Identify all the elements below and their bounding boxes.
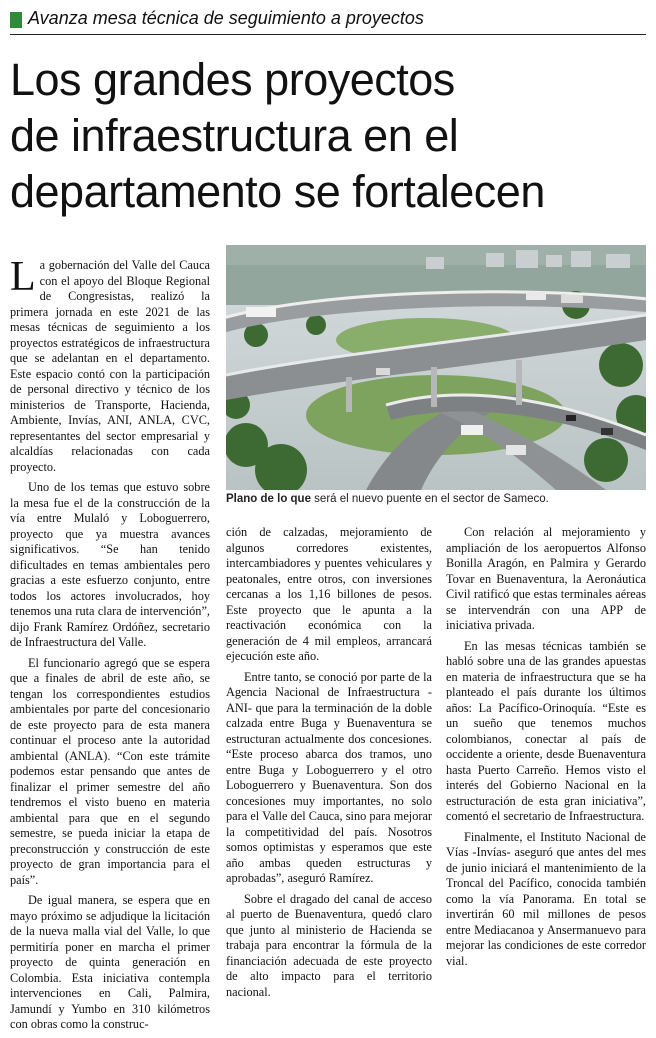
article-column-2 xyxy=(226,525,432,1005)
headline-line-3: departamento se fortalecen xyxy=(10,166,545,217)
section-kicker xyxy=(10,8,646,35)
caption-bold: Plano de lo que xyxy=(226,493,311,505)
article-paragraph: Uno de los temas que estuvo sobre la mesa fue el de la construcción de la vía entre Mulaló y Loboguerrero, proyecto que ya muestra avances significativos. “Se han tenido dificultades en temas ambientales pero gracias a este esfuerzo conjunto, entre todos los actores involucrados, hoy tenemos una ruta clara de intervención”, dijo Frank Ramírez Ordóñez, secretario de Infraestructura del Valle. xyxy=(10,480,210,649)
article-column-1 xyxy=(10,254,210,1038)
article-paragraph: Con relación al mejoramiento y ampliación de los aeropuertos Alfonso Bonilla Aragón, en Palmira y Gerardo Tovar en Buenaventura, la Aeronáutica Civil ratificó que estas terminales aéreas se intervendrán con una APP de iniciativa privada. xyxy=(446,525,646,632)
headline-line-2: de infraestructura en el xyxy=(10,110,459,161)
article-column-3 xyxy=(446,525,646,974)
article-paragraph: Entre tanto, se conoció por parte de la Agencia Nacional de Infraestructura -ANI- que para la terminación de la doble calzada entre Buga y Buenaventura se estructuran actualmente dos concesiones. “Este proceso abarca dos tramos, uno entre Buga y Loboguerrero y el otro Loboguerrero y Buenaventura. Son dos concesiones muy importantes, no solo para el Valle del Cauca, sino para mejorar la competitividad del país. Nosotros somos optimistas y esperamos que este año ambas queden estructuras y aprobadas”, aseguró Ramírez. xyxy=(226,669,432,885)
article-paragraph: Finalmente, el Instituto Nacional de Vías -Invías- aseguró que antes del mes de junio iniciará el mantenimiento de la Troncal del Pacífico, conocida también como la vía Panorama. En total se invertirán 60 mil millones de pesos entre Mediacanoa y Ansermanuevo para mejorar las condiciones de este corredor vial. xyxy=(446,829,646,968)
article-lead-paragraph: La gobernación del Valle del Cauca con el apoyo del Bloque Regional de Congresistas, realizó la primera jornada en este 2021 de las mesas técnicas de seguimiento a los proyectos estratégicos de infraestructura que se adelantan en el departamento. Este espacio contó con la participación de personal directivo y técnico de los ministerios de Transporte, Hacienda, Ambiente, Invías, ANI, ANLA, CVC, representantes del sector empresarial y alcaldías relacionadas con cada proyecto. xyxy=(10,254,210,474)
kicker-label: Avanza mesa técnica de seguimiento a proyectos xyxy=(28,8,424,28)
article-paragraph: ción de calzadas, mejoramiento de algunos corredores existentes, intercambiadores y puentes vehiculares y peatonales, entre otros, con inversiones cercanas a los 1,16 billones de pesos. Este proyecto que le apunta a la reactivación económica con la generación de 4 mil empleos, arrancará ejecución este año. xyxy=(226,525,432,663)
headline-line-1: Los grandes proyectos xyxy=(10,54,455,105)
photo-caption xyxy=(226,492,646,506)
dropcap: L xyxy=(10,254,36,300)
article-paragraph: En las mesas técnicas también se habló sobre una de las grandes apuestas en materia de infraestructura que se ha planteado el país durante los últimos años: La Pacífico-Orinoquía. “Este es un sueño que tenemos muchos colombianos, conectar al país de occidente a oriente, desde Buenaventura hasta Puerto Carreño. Hemos visto el interés del Gobierno Nacional en la estructuración de esta gran iniciativa”, comentó el secretario de Infraestructura. xyxy=(446,638,646,823)
bridge-rendering-photo xyxy=(226,245,646,490)
caption-text: será el nuevo puente en el sector de Sameco. xyxy=(310,493,549,505)
bridge-illustration xyxy=(226,245,646,490)
article-paragraph: Sobre el dragado del canal de acceso al puerto de Buenaventura, quedó claro que junto al ministerio de Hacienda se trabaja para encontrar la fórmula de la financiación adecuada de este proyecto de alto impacto para el territorio nacional. xyxy=(226,891,432,999)
kicker-accent-bar xyxy=(10,12,22,28)
article-paragraph: El funcionario agregó que se espera que a finales de abril de este año, se tengan los correspondientes estudios ambientales por parte del concesionario de este proyecto para de esta manera continuar el proceso ante la autoridad ambiental (ANLA). “Con este trámite podemos estar pensando que antes de finalizar el primer semestre del año tendremos el visto bueno en materia ambiental para que en el segundo semestre, se pueda iniciar la etapa de preconstrucción y construcción de este proyecto de gran importancia para el país”. xyxy=(10,655,210,887)
headline xyxy=(10,52,650,220)
article-paragraph: De igual manera, se espera que en mayo próximo se adjudique la licitación de la nueva malla vial del Valle, lo que permitiría poner en marcha el primer proyecto de quinta generación en Colombia. Esta iniciativa contempla intervenciones en Cali, Palmira, Jamundí y Yumbo en 310 kilómetros con obras como la construc- xyxy=(10,893,210,1031)
